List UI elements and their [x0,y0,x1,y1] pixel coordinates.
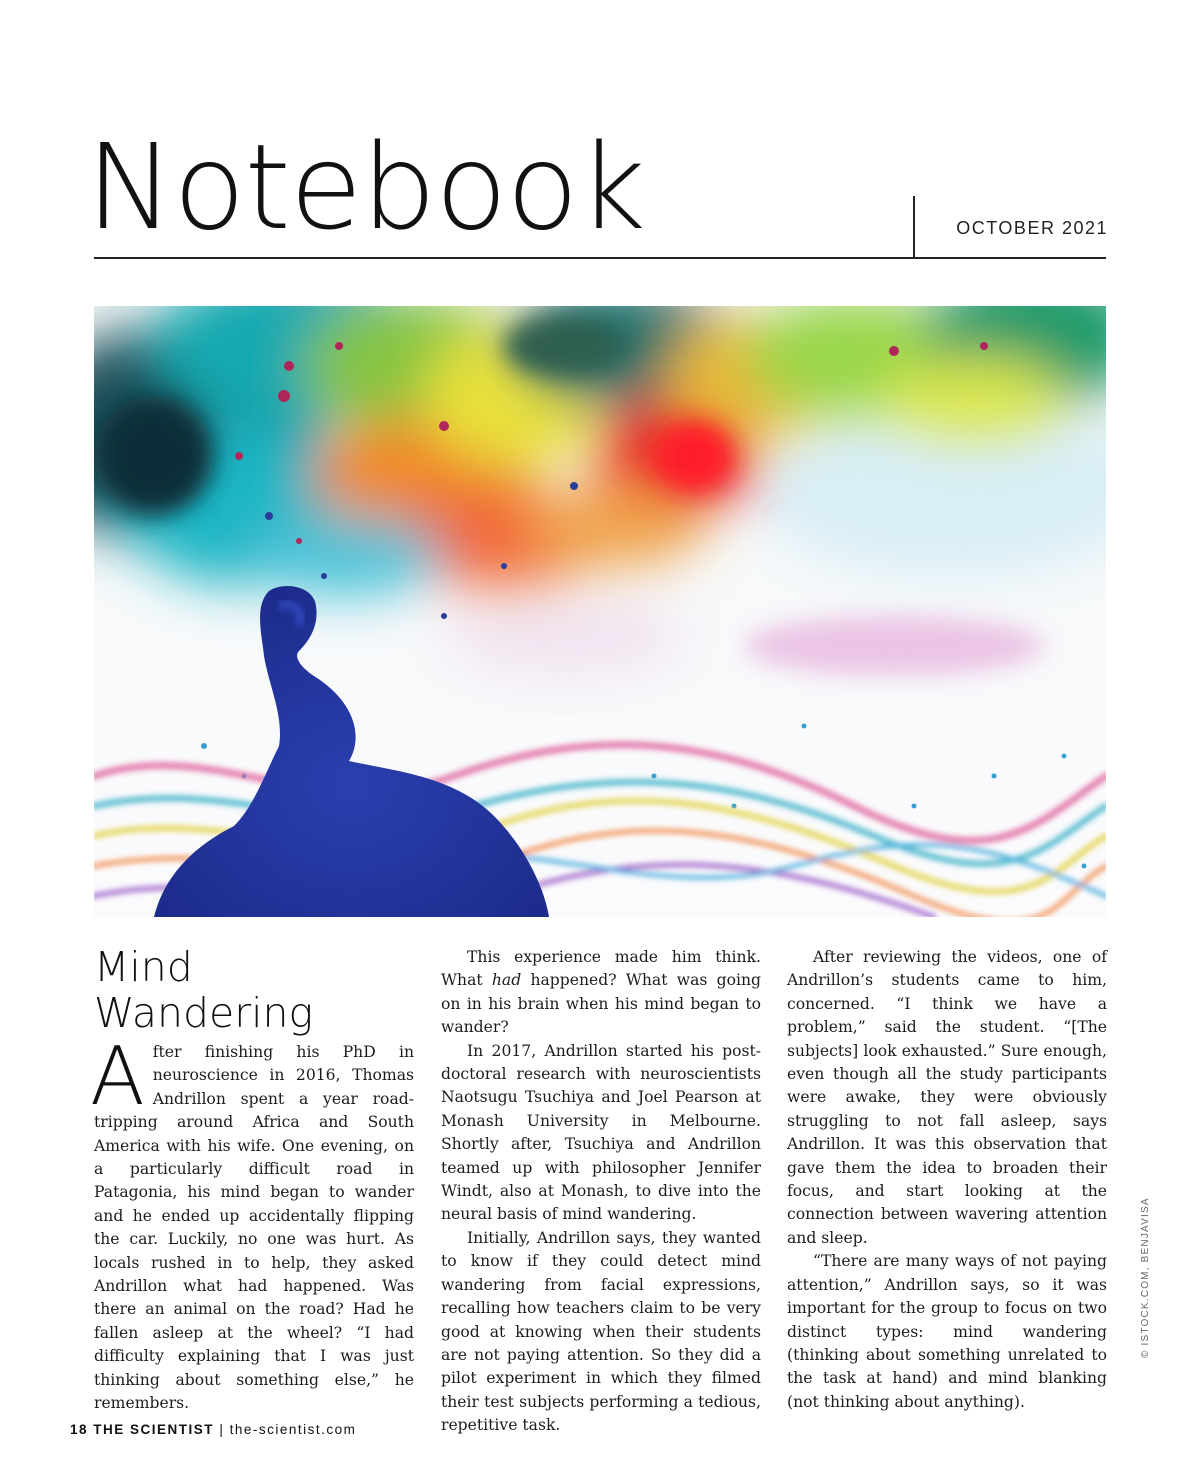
article-paragraph: In 2017, Andrillon started his post-doctoral research with neuroscientists Naotsugu Tsuchiya and Joel Pearson at Monash University in Melbourne. Shortly after, Tsuchiya and Andrillon teamed up with philosopher Jennifer Windt, also at Monash, to dive into the neural basis of mind wandering. [441,1041,761,1224]
header-vertical-rule [913,196,915,258]
article-column-1 [90,1030,414,1416]
section-title: Notebook [86,118,645,256]
article-paragraph [90,1030,414,1416]
emphasis-text: had [491,971,522,990]
article-paragraph: “There are many ways of not paying attention,” Andrillon says, so it was important for the group to focus on two distinct types: mind wandering (thinking about something unrelated to the task at hand) and mind blanking (not thinking about anything). [787,1252,1107,1411]
footer-separator: | [219,1422,225,1437]
image-credit: © ISTOCK.COM, BENJAVISA [1140,1197,1151,1358]
article-paragraph: Initially, Andrillon says, they wanted to know if they could detect mind wandering from facial expressions, recalling how teachers claim to be very good at knowing when their students are not paying attention. So they did a pilot experiment in which they filmed their test subjects performing a tedious, repetitive task. [441,1228,761,1435]
hero-illustration [94,306,1106,917]
article-column-3 [787,946,1107,1414]
paragraph-text: fter finishing his PhD in neuroscience in 2016, Thomas Andrillon spent a year road-tripping around Africa and South America with his wife. One evening, on a particularly difficult road in Patagonia, his mind began to wander and he ended up accidentally flipping the car. Luckily, no one was hurt. As locals rushed in to help, they asked Andrillon what had happened. Was there an animal on the road? Had he fallen asleep at the wheel? “I had difficulty explaining that I was just thinking about something else,” he remembers. [94,1043,414,1413]
article-paragraph [441,946,761,1040]
headline-line-2: Wandering [94,989,314,1037]
article-column-2 [441,946,761,1438]
website-link[interactable]: the-scientist.com [229,1422,357,1437]
paragraph-text: happened? What was going on in his brain when his mind began to wander? [441,971,762,1037]
headline-line-1: Mind [94,943,193,991]
page-number: 18 [70,1422,89,1437]
drop-cap: A [90,1030,145,1123]
magazine-name: THE SCIENTIST [93,1422,215,1437]
paragraph-text: This experience made him think. What [441,948,761,990]
header-horizontal-rule [94,257,1106,259]
page-footer [70,1422,356,1437]
issue-date: OCTOBER 2021 [956,218,1108,238]
article-paragraph: After reviewing the videos, one of Andrillon’s students came to him, concerned. “I think we have a problem,” said the student. “[The subjects] look exhausted.” Sure enough, even though all the study participants were awake, they were obviously struggling to not fall asleep, says Andrillon. It was this observation that gave them the idea to broaden their focus, and start looking at the connection between wavering attention and sleep. [787,948,1107,1247]
article-headline [94,944,414,1036]
